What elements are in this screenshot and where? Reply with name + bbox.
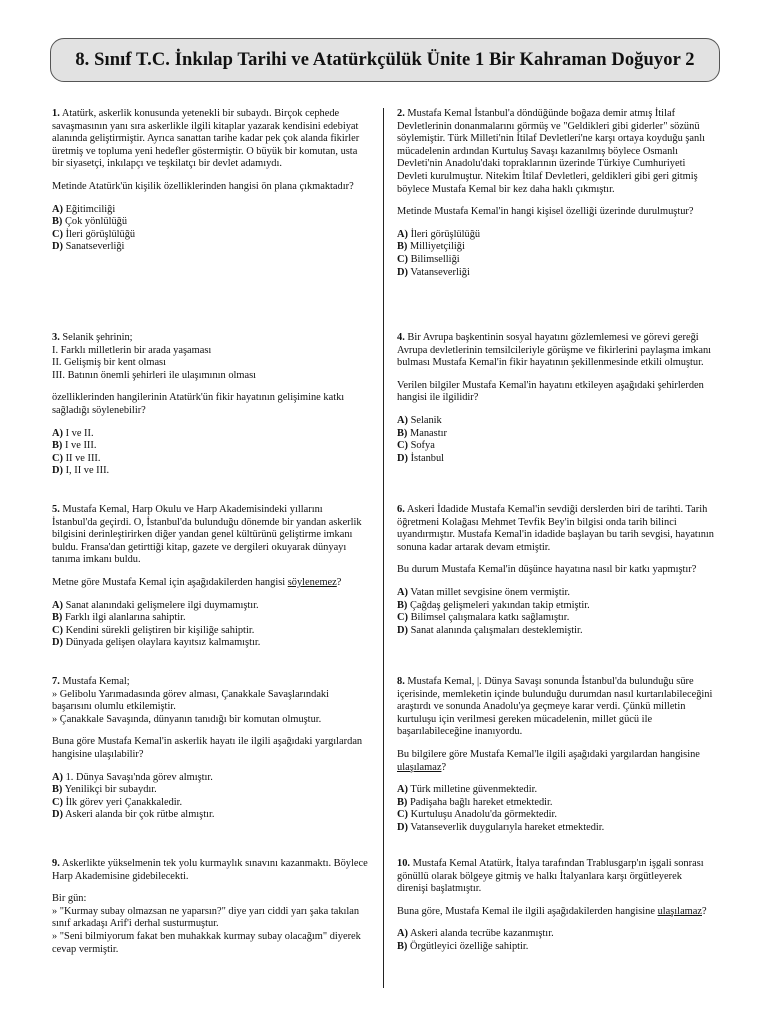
option-b[interactable]: [52, 784, 370, 797]
option-d[interactable]: [397, 267, 715, 280]
option-d[interactable]: [52, 809, 370, 822]
option-label: D): [397, 452, 408, 464]
option-b[interactable]: [397, 600, 715, 613]
option-text: Sofya: [410, 440, 435, 452]
question-intro: [52, 332, 370, 345]
statement-list: [52, 906, 370, 956]
option-label: B): [397, 796, 408, 808]
stem-emphasis: ulaşılamaz: [397, 761, 442, 773]
option-label: A): [52, 599, 63, 611]
stem-text: Metne göre Mustafa Kemal için aşağıdakilerden hangisi: [52, 576, 288, 588]
question-text: [397, 504, 715, 554]
option-b[interactable]: [52, 440, 370, 453]
question-number: 4.: [397, 332, 405, 343]
statement-item: » "Seni bilmiyorum fakat ben muhakkak kurmay subay olacağım" diyerek cevap vermiştir.: [52, 930, 361, 955]
passage: Mustafa Kemal, |. Dünya Savaşı sonunda İstanbul'da bulunduğu süre içerisinde, memleketin içinde bulunduğu durumdan nasıl kurtarılabileceğini araştırdı ve sonunda Anadolu'ya geçmeye karar verdi. Çünkü milletin kurtuluşu için verilmesi gereken mücadelenin, millet gücü ile başarılabileceğine inanıyordu.: [397, 676, 713, 738]
stem-text: Bu bilgilere göre Mustafa Kemal'le ilgili aşağıdaki yargılardan hangisine: [397, 748, 700, 760]
option-b[interactable]: [397, 241, 715, 254]
option-c[interactable]: [397, 440, 715, 453]
option-label: D): [52, 465, 63, 477]
question-number: 8.: [397, 676, 405, 687]
option-b[interactable]: [397, 797, 715, 810]
option-label: A): [52, 203, 63, 215]
question-stem: Buna göre Mustafa Kemal'in askerlik hayatı ile ilgili aşağıdaki yargılardan hangisine ulaşılabilir?: [52, 736, 363, 760]
option-label: D): [52, 241, 63, 253]
option-a[interactable]: [397, 587, 715, 600]
options: [52, 204, 370, 254]
question-intro: [52, 676, 370, 689]
question-text: [397, 108, 715, 196]
option-text: İstanbul: [410, 452, 445, 464]
option-text: İleri görüşlülüğü: [410, 228, 481, 240]
question-text: [397, 676, 715, 739]
option-d[interactable]: [52, 241, 370, 254]
option-label: C): [52, 452, 63, 464]
statement-item: » "Kurmay subay olmazsan ne yaparsın?" diye yarı ciddi yarı şaka takılan sınıf arkadaşı Arif'i derhal susturmuştur.: [52, 905, 360, 930]
option-text: Sanat alanındaki gelişmelere ilgi duymamıştır.: [65, 599, 259, 611]
option-c[interactable]: [52, 797, 370, 810]
option-b[interactable]: [52, 216, 370, 229]
option-label: B): [397, 241, 408, 253]
column-divider: [383, 108, 384, 988]
question-7: [52, 676, 370, 822]
question-3: [52, 332, 370, 478]
passage: Mustafa Kemal, Harp Okulu ve Harp Akademisindeki yıllarını İstanbul'da geçirdi. O, İstanbul'da bulunduğu dönemde bir yandan askerlik bilgisini derinleştirirken diğer yandan genel kültürünü geliştirme imkanı buldu. Fransa'dan getirttiği kitap, gazete ve dergileri okuyarak dünyayı tanıma imkanı buldu.: [52, 504, 362, 566]
option-label: A): [397, 928, 408, 940]
option-text: Milliyetçiliği: [410, 241, 465, 253]
option-text: Sanatseverliği: [65, 241, 125, 253]
option-label: C): [52, 624, 63, 636]
question-number: 3.: [52, 332, 60, 343]
options: [397, 229, 715, 279]
question-stem: Verilen bilgiler Mustafa Kemal'in hayatını etkileyen aşağıdaki şehirlerden hangisi ile ilgilidir?: [397, 379, 704, 404]
question-6: [397, 504, 715, 637]
option-a[interactable]: [52, 772, 370, 785]
passage: Askerlikte yükselmenin tek yolu kurmaylık sınavını kazanmaktı. Böylece Harp Akademisine gidebilecekti.: [52, 858, 368, 882]
option-a[interactable]: [397, 928, 715, 941]
question-number: 2.: [397, 108, 405, 119]
options: [397, 928, 715, 953]
option-label: D): [52, 637, 63, 649]
stem-text: Buna göre, Mustafa Kemal ile ilgili aşağıdakilerden hangisine: [397, 905, 658, 917]
option-a[interactable]: [52, 428, 370, 441]
statement-item: » Çanakkale Savaşında, dünyanın tanıdığı bir komutan olmuştur.: [52, 713, 322, 725]
option-text: I ve II.: [65, 427, 94, 439]
question-number: 1.: [52, 108, 60, 119]
option-a[interactable]: [397, 784, 715, 797]
option-c[interactable]: [52, 229, 370, 242]
option-text: Eğitimciliği: [65, 203, 116, 215]
option-a[interactable]: [52, 600, 370, 613]
option-a[interactable]: [397, 415, 715, 428]
question-stem: [397, 906, 715, 919]
options: [397, 587, 715, 637]
passage: Mustafa Kemal Atatürk, İtalya tarafından Trablusgarp'ın işgali sonrası gönüllü olarak bölgeye gitmiş ve halkı İtalyanlara karşı örgütleyerek direnişi başlatmıştır.: [397, 858, 704, 895]
question-9: [52, 858, 370, 956]
option-label: C): [52, 228, 63, 240]
option-label: B): [52, 784, 63, 796]
option-label: C): [397, 809, 408, 821]
option-label: B): [397, 940, 408, 952]
options: [52, 428, 370, 478]
question-number: 10.: [397, 858, 410, 869]
option-text: Kendini sürekli geliştiren bir kişiliğe sahiptir.: [65, 624, 255, 636]
option-label: A): [397, 228, 408, 240]
option-b[interactable]: [397, 428, 715, 441]
question-intro: Bir gün:: [52, 893, 87, 905]
options: [397, 415, 715, 465]
question-text: [52, 858, 370, 883]
option-text: Selanik: [410, 414, 442, 426]
option-text: Sanat alanında çalışmaları desteklemiştir.: [410, 624, 583, 636]
option-label: A): [52, 771, 63, 783]
question-number: 9.: [52, 858, 60, 869]
option-b[interactable]: [52, 612, 370, 625]
stem-emphasis: ulaşılamaz: [657, 905, 702, 917]
statement-item: » Gelibolu Yarımadasında görev alması, Çanakkale Savaşlarındaki başarısını olumlu etkilemiştir.: [52, 688, 330, 713]
option-text: Vatanseverliği: [410, 266, 470, 278]
option-d[interactable]: [397, 625, 715, 638]
option-text: Farklı ilgi alanlarına sahiptir.: [65, 612, 186, 624]
option-label: D): [397, 266, 408, 278]
option-text: 1. Dünya Savaşı'nda görev almıştır.: [65, 771, 213, 783]
stem-end: ?: [441, 761, 447, 773]
option-a[interactable]: [397, 229, 715, 242]
statement-list: [52, 345, 370, 383]
option-c[interactable]: [397, 612, 715, 625]
passage: Askeri İdadide Mustafa Kemal'in sevdiği derslerden biri de tarihti. Tarih öğretmeni Kolağası Mehmet Tevfik Bey'in bilgisi onda tarih bilinci uyandırmıştır. Mustafa Kemal'in idadide başlayan bu tarih sevgisi, hayatının sonuna kadar artarak devam etmiştir.: [397, 504, 714, 553]
option-label: C): [397, 440, 408, 452]
stem-end: ?: [336, 576, 342, 588]
option-text: Padişaha bağlı hareket etmektedir.: [410, 796, 553, 808]
option-c[interactable]: [397, 254, 715, 267]
option-text: Kurtuluşu Anadolu'da görmektedir.: [410, 809, 558, 821]
options: [397, 784, 715, 834]
question-stem: [397, 749, 715, 774]
question-text: [397, 332, 715, 370]
option-text: Yenilikçi bir subaydır.: [64, 784, 157, 796]
question-stem: [52, 577, 370, 590]
option-d[interactable]: [397, 453, 715, 466]
passage: Bir Avrupa başkentinin sosyal hayatını gözlemlemesi ve görevi gereği Avrupa devletlerinin temsilcileriyle görüşme ve fikirlerini paylaşma imkanı bulması Mustafa Kemal'in fikir hayatının şekillenmesinde etkili olmuştur.: [397, 332, 712, 369]
option-text: İleri görüşlülüğü: [65, 228, 136, 240]
option-text: Çağdaş gelişmeleri yakından takip etmiştir.: [410, 599, 590, 611]
option-label: A): [52, 427, 63, 439]
statement-list: [52, 689, 370, 727]
option-label: C): [397, 612, 408, 624]
question-5: [52, 504, 370, 650]
option-label: B): [397, 427, 408, 439]
option-label: C): [397, 253, 408, 265]
option-text: Vatanseverlik duygularıyla hareket etmektedir.: [410, 821, 605, 833]
option-label: D): [397, 821, 408, 833]
option-text: I ve III.: [65, 440, 97, 452]
question-number: 5.: [52, 504, 60, 515]
passage: Mustafa Kemal İstanbul'a döndüğünde boğaza demir atmış İtilaf Devletlerinin donanmalarını görmüş ve "Geldikleri gibi giderler" sözünü söylemiştir. Türk Milleti'nin İtilaf Devletleri'ne karşı ortaya koyduğu şanlı mücadelenin ardından Kurtuluş Savaşı kazanılmış böylece Osmanlı Devleti'nin Anadolu'daki topraklarının üzerinde Türkiye Cumhuriyeti Devleti kurulmuştur. Nitekim İtilaf Devletleri, geldikleri gibi geri gitmiş böylece Mustafa Kemal bir kez daha haklı çıkmıştır.: [397, 108, 705, 195]
option-label: D): [397, 624, 408, 636]
option-label: B): [397, 599, 408, 611]
options: [52, 600, 370, 650]
option-d[interactable]: [52, 465, 370, 478]
question-8: [397, 676, 715, 835]
option-text: Bilimsel çalışmalara katkı sağlamıştır.: [410, 612, 570, 624]
question-1: [52, 108, 370, 254]
option-label: B): [52, 440, 63, 452]
intro-text: Mustafa Kemal;: [62, 676, 130, 687]
option-text: Bilimselliği: [410, 253, 460, 265]
option-text: Manastır: [410, 427, 447, 439]
question-stem: Bu durum Mustafa Kemal'in düşünce hayatına nasıl bir katkı yapmıştır?: [397, 564, 697, 576]
option-c[interactable]: [52, 453, 370, 466]
option-label: B): [52, 612, 63, 624]
question-stem: özelliklerinden hangilerinin Atatürk'ün fikir hayatının gelişimine katkı sağladığı söylenebilir?: [52, 392, 345, 416]
statement-item: I. Farklı milletlerin bir arada yaşaması: [52, 344, 212, 356]
question-text: [397, 858, 715, 896]
option-label: C): [52, 796, 63, 808]
option-label: B): [52, 216, 63, 228]
question-text: [52, 108, 370, 171]
stem-emphasis: söylenemez: [287, 576, 337, 588]
option-text: Askeri alanda bir çok rütbe almıştır.: [65, 809, 215, 821]
intro-text: Selanik şehrinin;: [62, 332, 133, 343]
option-b[interactable]: [397, 941, 715, 954]
option-text: İlk görev yeri Çanakkaledir.: [65, 796, 183, 808]
stem-end: ?: [702, 905, 707, 917]
option-text: Örgütleyici özelliğe sahiptir.: [410, 940, 529, 952]
statement-item: III. Batının önemli şehirleri ile ulaşımının olması: [52, 369, 257, 381]
option-text: I, II ve III.: [65, 465, 110, 477]
option-d[interactable]: [397, 822, 715, 835]
question-10: [397, 858, 715, 954]
option-text: II ve III.: [65, 452, 101, 464]
page-title: 8. Sınıf T.C. İnkılap Tarihi ve Atatürkçülük Ünite 1 Bir Kahraman Doğuyor 2: [50, 38, 720, 82]
question-text: [52, 504, 370, 567]
option-label: A): [397, 414, 408, 426]
option-text: Vatan millet sevgisine önem vermiştir.: [410, 586, 570, 598]
question-number: 7.: [52, 676, 60, 687]
question-number: 6.: [397, 504, 405, 515]
option-text: Çok yönlülüğü: [65, 216, 128, 228]
option-a[interactable]: [52, 204, 370, 217]
question-stem: Metinde Mustafa Kemal'in hangi kişisel özelliği üzerinde durulmuştur?: [397, 206, 694, 218]
option-c[interactable]: [397, 809, 715, 822]
option-text: Dünyada gelişen olaylara kayıtsız kalmamıştır.: [65, 637, 261, 649]
option-text: Türk milletine güvenmektedir.: [410, 784, 538, 796]
option-text: Askeri alanda tecrübe kazanmıştır.: [410, 928, 554, 940]
question-stem: Metinde Atatürk'ün kişilik özelliklerinden hangisi ön plana çıkmaktadır?: [52, 180, 354, 192]
options: [52, 772, 370, 822]
option-label: A): [397, 586, 408, 598]
option-label: D): [52, 809, 63, 821]
option-d[interactable]: [52, 637, 370, 650]
option-label: A): [397, 784, 408, 796]
statement-item: II. Gelişmiş bir kent olması: [52, 357, 166, 369]
question-2: [397, 108, 715, 279]
passage: Atatürk, askerlik konusunda yetenekli bir subaydı. Birçok cephede savaşmasının yanı sıra askerlikle ilgili kitaplar yazarak kendisini edebiyat alanında geliştirmiştir. Ayrıca sanattan tarihe kadar pek çok alanda fikirler üretmiş ve topluma yeni hedefler göstermiştir. O büyük bir komutan, usta bir siyasetçi, inkılapçı ve teşkilatçı bir devlet adamıydı.: [52, 108, 360, 170]
option-c[interactable]: [52, 625, 370, 638]
question-4: [397, 332, 715, 465]
